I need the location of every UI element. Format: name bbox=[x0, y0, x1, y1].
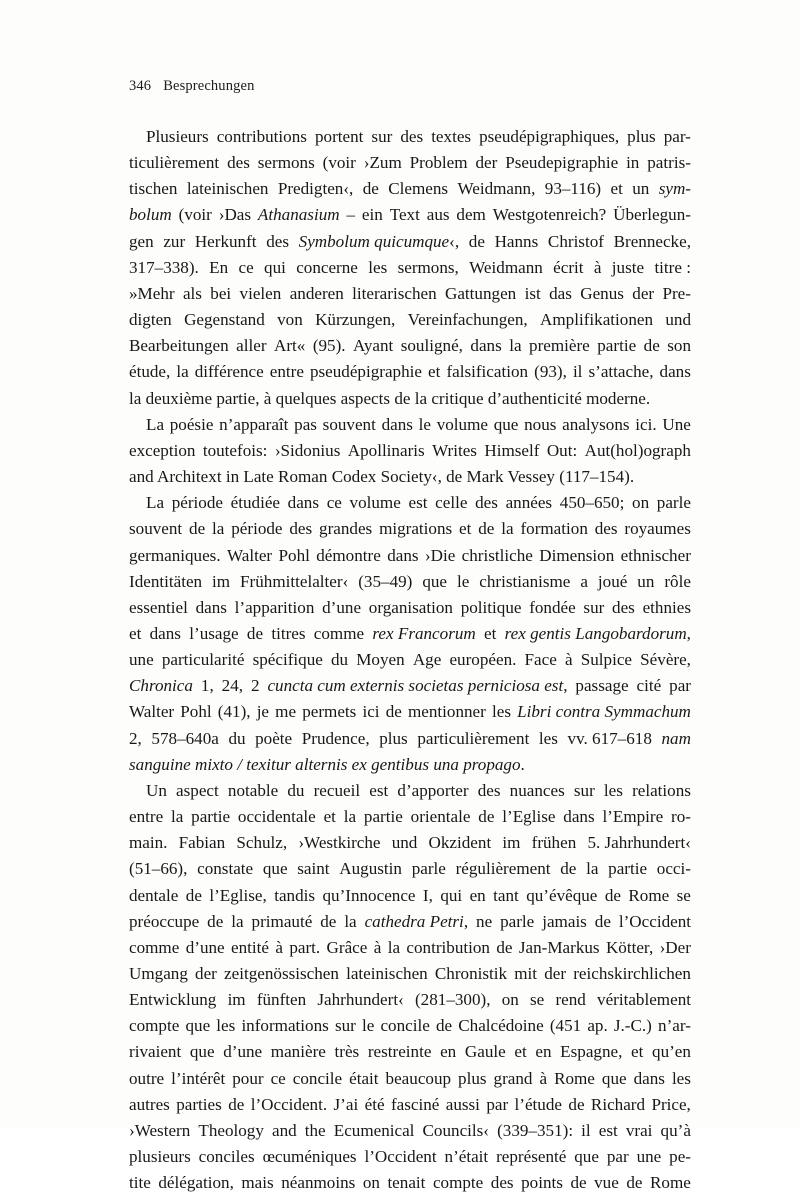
text-line: La poésie n’apparaît pas souvent dans le volume que nous analysons ici. Une bbox=[146, 414, 691, 434]
text-line: et dans l’usage de titres comme rex Francorum et rex gentis Langobardorum, bbox=[129, 623, 691, 643]
text-line: La période étudiée dans ce volume est celle des années 450–650; on parle bbox=[146, 493, 691, 513]
text-line: comme d’une entité à part. Grâce à la contribution de Jan-Markus Kötter, ›Der bbox=[129, 937, 691, 957]
text-block bbox=[129, 124, 691, 1196]
text-line: 317–338). En ce qui concerne les sermons, Weidmann écrit à juste titre : bbox=[129, 257, 691, 277]
text-line: Walter Pohl (41), je me permets ici de mentionner les Libri contra Symmachum bbox=[129, 702, 691, 722]
text-line: sanguine mixto / texitur alternis ex gentibus una propago. bbox=[129, 754, 525, 774]
text-line: Un aspect notable du recueil est d’apporter des nuances sur les relations bbox=[146, 780, 691, 800]
text-line: (51–66), constate que saint Augustin parle régulièrement de la partie occi- bbox=[129, 859, 691, 879]
text-line: Bearbeitungen aller Art« (95). Ayant souligné, dans la première partie de son bbox=[129, 336, 691, 356]
text-line: la deuxième partie, à quelques aspects de la critique d’authenticité moderne. bbox=[129, 388, 651, 408]
text-line: digten Gegenstand von Kürzungen, Vereinfachungen, Amplifikationen und bbox=[129, 310, 691, 330]
text-line: gen zur Herkunft des Symbolum quicumque‹, de Hanns Christof Brennecke, bbox=[129, 231, 691, 251]
text-line: and Architext in Late Roman Codex Society‹, de Mark Vessey (117–154). bbox=[129, 467, 635, 487]
text-line: rivaient que d’une manière très restreinte en Gaule et en Espagne, et qu’en bbox=[129, 1042, 691, 1062]
text-line: essentiel dans l’apparition d’une organisation politique fondée sur des ethnies bbox=[129, 597, 691, 617]
running-head bbox=[129, 78, 254, 95]
running-head-title: Besprechungen bbox=[163, 78, 255, 94]
text-line: compte que les informations sur le concile de Chalcédoine (451 ap. J.-C.) n’ar- bbox=[129, 1016, 691, 1036]
text-line: ticulièrement des sermons (voir ›Zum Problem der Pseudepigraphie in patris- bbox=[129, 153, 691, 173]
text-line: 2, 578–640a du poète Prudence, plus particulièrement les vv. 617–618 nam bbox=[129, 728, 691, 748]
text-line: une particularité spécifique du Moyen Age européen. Face à Sulpice Sévère, bbox=[129, 650, 691, 670]
text-line: dentale de l’Eglise, tandis qu’Innocence I, qui en tant qu’évêque de Rome se bbox=[129, 885, 691, 905]
text-line: tite délégation, mais néanmoins on tenait compte des points de vue de Rome bbox=[129, 1173, 691, 1193]
text-line: main. Fabian Schulz, ›Westkirche und Okzident im frühen 5. Jahrhundert‹ bbox=[129, 833, 691, 853]
paragraph bbox=[129, 124, 691, 412]
text-line: plusieurs conciles œcuméniques l’Occident n’était représenté que par une pe- bbox=[129, 1147, 691, 1167]
text-line: étude, la différence entre pseudépigraphie et falsification (93), il s’attache, dans bbox=[129, 362, 691, 382]
text-line: Plusieurs contributions portent sur des textes pseudépigraphiques, plus par- bbox=[146, 127, 691, 146]
text-line: outre l’intérêt pour ce concile était beaucoup plus grand à Rome que dans les bbox=[129, 1068, 691, 1088]
text-line: souvent de la période des grandes migrations et de la formation des royaumes bbox=[129, 519, 691, 539]
page-number: 346 bbox=[129, 78, 152, 94]
text-line: germaniques. Walter Pohl démontre dans ›Die christliche Dimension ethnischer bbox=[129, 545, 691, 565]
text-line: tischen lateinischen Predigten‹, de Clemens Weidmann, 93–116) et un sym- bbox=[129, 179, 691, 199]
paragraph bbox=[129, 490, 691, 778]
text-line: »Mehr als bei vielen anderen literarischen Gattungen ist das Genus der Pre- bbox=[129, 283, 691, 303]
text-line: préoccupe de la primauté de la cathedra Petri, ne parle jamais de l’Occident bbox=[129, 911, 691, 931]
text-line: Entwicklung im fünften Jahrhundert‹ (281–300), on se rend véritablement bbox=[129, 990, 691, 1010]
paragraph bbox=[129, 412, 691, 490]
text-line: bolum (voir ›Das Athanasium – ein Text aus dem Westgotenreich? Überlegun- bbox=[129, 205, 691, 225]
text-line: autres parties de l’Occident. J’ai été fasciné aussi par l’étude de Richard Price, bbox=[129, 1094, 691, 1114]
text-line: Chronica 1, 24, 2 cuncta cum externis societas perniciosa est, passage cité par bbox=[129, 676, 691, 696]
text-line: entre la partie occidentale et la partie orientale de l’Eglise dans l’Empire ro- bbox=[129, 807, 691, 827]
text-line: ›Western Theology and the Ecumenical Councils‹ (339–351): il est vrai qu’à bbox=[129, 1120, 691, 1140]
text-line: Identitäten im Frühmittelalter‹ (35–49) que le christianisme a joué un rôle bbox=[129, 571, 691, 591]
text-line: Umgang der zeitgenössischen lateinischen Chronistik mit der reichskirchlichen bbox=[129, 964, 691, 983]
text-line: exception toutefois: ›Sidonius Apollinaris Writes Himself Out: Aut(hol)ograph bbox=[129, 440, 691, 460]
paragraph bbox=[129, 778, 691, 1196]
